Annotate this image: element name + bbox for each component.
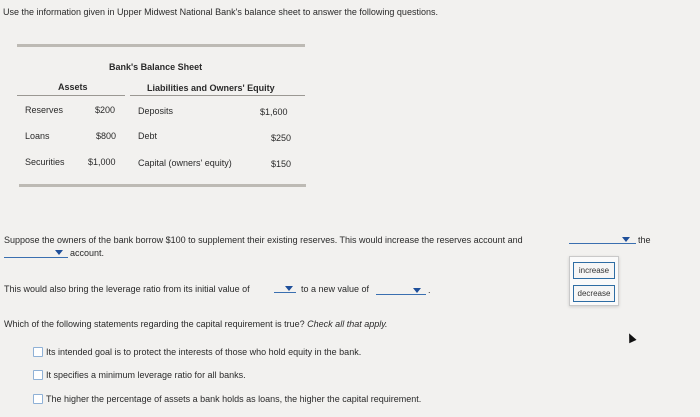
- chevron-down-icon[interactable]: [285, 286, 293, 291]
- checkbox-option-3[interactable]: [33, 394, 43, 404]
- option-2-label: It specifies a minimum leverage ratio for all banks.: [46, 370, 246, 380]
- balance-sheet-bottom-rule: [19, 184, 306, 187]
- question2-prefix: This would also bring the leverage ratio from its initial value of: [4, 284, 250, 294]
- checkbox-option-2[interactable]: [33, 370, 43, 380]
- liability-value-deposits: $1,600: [260, 107, 288, 117]
- asset-value-loans: $800: [96, 131, 117, 141]
- question3-prompt-italic: Check all that apply.: [307, 319, 388, 329]
- asset-label-securities: Securities: [25, 157, 65, 167]
- liability-label-debt: Debt: [138, 131, 158, 141]
- assets-header: Assets: [58, 82, 88, 92]
- assets-header-rule: [17, 95, 125, 96]
- option-1-label: Its intended goal is to protect the interests of those who hold equity in the bank.: [46, 347, 362, 357]
- question1-text: Suppose the owners of the bank borrow $100 to supplement their existing reserves. This would increase the reserves account and: [4, 235, 523, 245]
- instructions-text: Use the information given in Upper Midwest National Bank's balance sheet to answer the following questions.: [3, 7, 438, 17]
- mouse-pointer-icon: [625, 332, 636, 344]
- question2-suffix: .: [428, 285, 431, 295]
- asset-label-reserves: Reserves: [25, 105, 64, 115]
- liability-label-deposits: Deposits: [138, 106, 174, 116]
- chevron-down-icon[interactable]: [413, 288, 421, 293]
- dropdown-menu[interactable]: [569, 256, 619, 306]
- liability-value-debt: $250: [271, 133, 292, 143]
- option-increase[interactable]: increase: [573, 262, 615, 279]
- balance-sheet-top-rule: [17, 44, 305, 47]
- question1-after-blank: the: [638, 235, 651, 245]
- liabilities-header: Liabilities and Owners' Equity: [147, 83, 275, 93]
- question2-middle: to a new value of: [301, 284, 370, 294]
- balance-sheet-title: Bank's Balance Sheet: [109, 62, 203, 72]
- question3-prompt-text: Which of the following statements regarding the capital requirement is true?: [4, 319, 305, 329]
- liability-label-capital: Capital (owners' equity): [138, 158, 232, 168]
- chevron-down-icon[interactable]: [622, 237, 630, 242]
- asset-label-loans: Loans: [25, 131, 50, 141]
- checkbox-option-1[interactable]: [33, 347, 43, 357]
- question1-line2: account.: [70, 248, 105, 258]
- question3-prompt: [4, 319, 388, 329]
- liability-value-capital: $150: [271, 159, 292, 169]
- chevron-down-icon[interactable]: [55, 250, 63, 255]
- option-3-label: The higher the percentage of assets a bank holds as loans, the higher the capital requirement.: [46, 394, 422, 404]
- asset-value-reserves: $200: [95, 105, 116, 115]
- option-decrease[interactable]: decrease: [573, 285, 615, 302]
- liabilities-header-rule: [130, 95, 305, 96]
- asset-value-securities: $1,000: [88, 157, 116, 167]
